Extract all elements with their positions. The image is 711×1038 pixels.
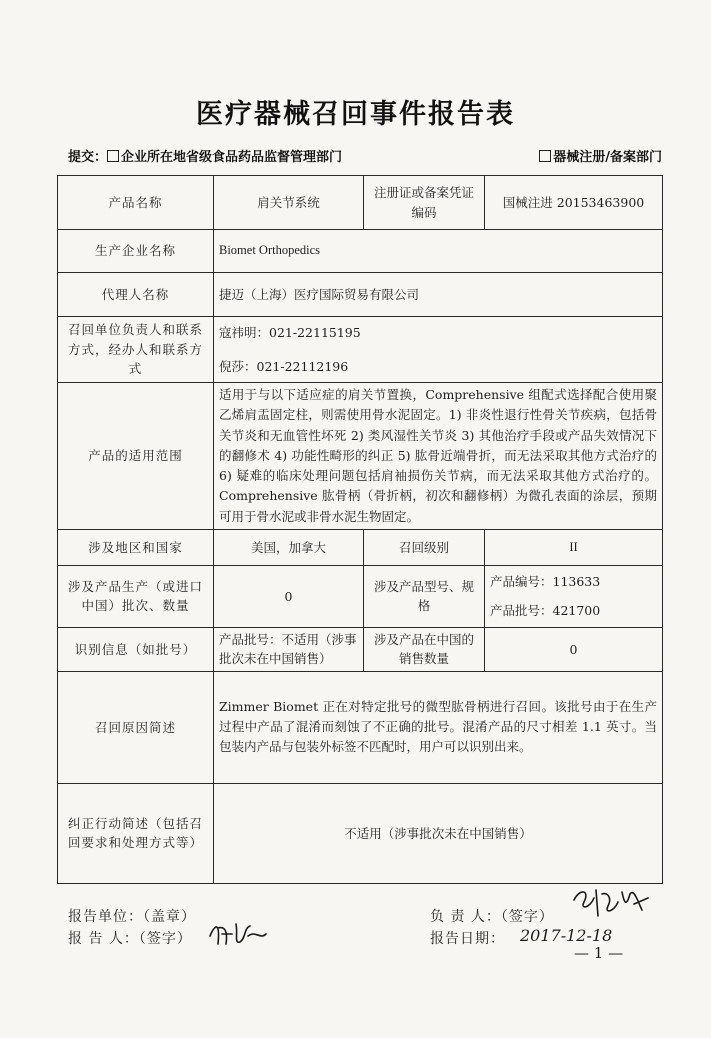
table-row	[58, 671, 663, 783]
qty-value: 0	[214, 565, 364, 627]
scope-label: 产品的适用范围	[58, 383, 214, 530]
responsible-signature-image	[568, 884, 652, 924]
agent-value: 捷迈（上海）医疗国际贸易有限公司	[214, 273, 663, 317]
submit-row	[68, 146, 662, 168]
product-name-value: 肩关节系统	[214, 176, 364, 230]
ident-label: 识别信息（如批号）	[58, 627, 214, 671]
region-label: 涉及地区和国家	[58, 529, 214, 565]
table-row	[58, 627, 663, 671]
reporter-label: 报 告 人：（签字）	[68, 931, 192, 947]
page-number: — 1 —	[574, 944, 624, 962]
china-sales-value: 0	[485, 627, 663, 671]
checkbox-icon[interactable]	[107, 150, 119, 162]
qty-label: 涉及产品生产（或进口中国）批次、数量	[58, 565, 214, 627]
checkbox-icon[interactable]	[539, 150, 551, 162]
table-row	[58, 529, 663, 565]
submit-option-provincial	[68, 146, 342, 165]
action-value: 不适用（涉事批次未在中国销售）	[214, 783, 663, 883]
action-label: 纠正行动简述（包括召回要求和处理方式等）	[58, 783, 214, 883]
product-name-label: 产品名称	[58, 176, 214, 230]
contact-label: 召回单位负责人和联系方式，经办人和联系方式	[58, 317, 214, 383]
product-code: 产品编号：113633	[490, 573, 601, 589]
ident-value: 产品批号：不适用（涉事批次未在中国销售）	[214, 627, 364, 671]
agent-label: 代理人名称	[58, 273, 214, 317]
reporter-signature-image	[206, 914, 270, 950]
region-value: 美国，加拿大	[214, 529, 364, 565]
model-value	[485, 565, 663, 627]
submit-prefix: 提交：	[68, 150, 108, 165]
reason-label: 召回原因简述	[58, 671, 214, 783]
responsible-label: 负 责 人：（签字）	[430, 909, 554, 925]
table-row	[58, 176, 663, 230]
manufacturer-label: 生产企业名称	[58, 230, 214, 273]
reg-no-value: 国械注进 20153463900	[485, 176, 663, 230]
contact-value	[214, 317, 663, 383]
contact-person2: 倪莎：021-22112196	[219, 358, 349, 374]
scope-value: 适用于与以下适应症的肩关节置换，Comprehensive 组配式选择配合使用聚乙烯肩盂固定柱，则需使用骨水泥固定。1) 非炎性退行性骨关节疾病，包括骨关节炎和无血管性坏死 2) 类风湿性关节炎 3) 其他治疗手段或产品失效情况下的翻修术 4) 功能性畸形的纠正 5) 肱骨近端骨折，而无法采取其他方式治疗的 6) 疑难的临床处理问题包括肩袖损伤关节病，而无法采取其他方式治疗的。Comprehensive 肱骨柄（骨折柄，初次和翻修柄）为微孔表面的涂层，预期可用于骨水泥或非骨水泥生物固定。	[214, 383, 663, 530]
manufacturer-value: Biomet Orthopedics	[214, 230, 663, 273]
table-row	[58, 783, 663, 883]
report-date-label: 报告日期：	[430, 931, 505, 947]
model-label: 涉及产品型号、规格	[364, 565, 485, 627]
table-row	[58, 383, 663, 530]
submit-option1-label: 企业所在地省级食品药品监督管理部门	[121, 150, 343, 165]
recall-report-table	[57, 175, 663, 884]
table-row	[58, 273, 663, 317]
contact-person1: 寇祎明：021-22115195	[219, 325, 361, 341]
level-label: 召回级别	[364, 529, 485, 565]
submit-option-registration	[539, 146, 662, 165]
reg-no-label: 注册证或备案凭证编码	[364, 176, 485, 230]
product-lot: 产品批号：421700	[490, 603, 601, 619]
submit-option2-label: 器械注册/备案部门	[553, 150, 662, 165]
report-unit-label: 报告单位：（盖章）	[68, 909, 196, 925]
document-title: 医疗器械召回事件报告表	[196, 99, 515, 130]
report-date-value: 2017-12-18	[520, 926, 613, 945]
level-value: II	[485, 529, 663, 565]
reason-value: Zimmer Biomet 正在对特定批号的微型肱骨柄进行召回。该批号由于在生产过程中产品了混淆而刻蚀了不正确的批号。混淆产品的尺寸相差 1.1 英寸。当包装内产品与包装外标签不匹配时，用户可以识别出来。	[214, 671, 663, 783]
table-row	[58, 230, 663, 273]
table-row	[58, 565, 663, 627]
table-row	[58, 317, 663, 383]
china-sales-label: 涉及产品在中国的销售数量	[364, 627, 485, 671]
